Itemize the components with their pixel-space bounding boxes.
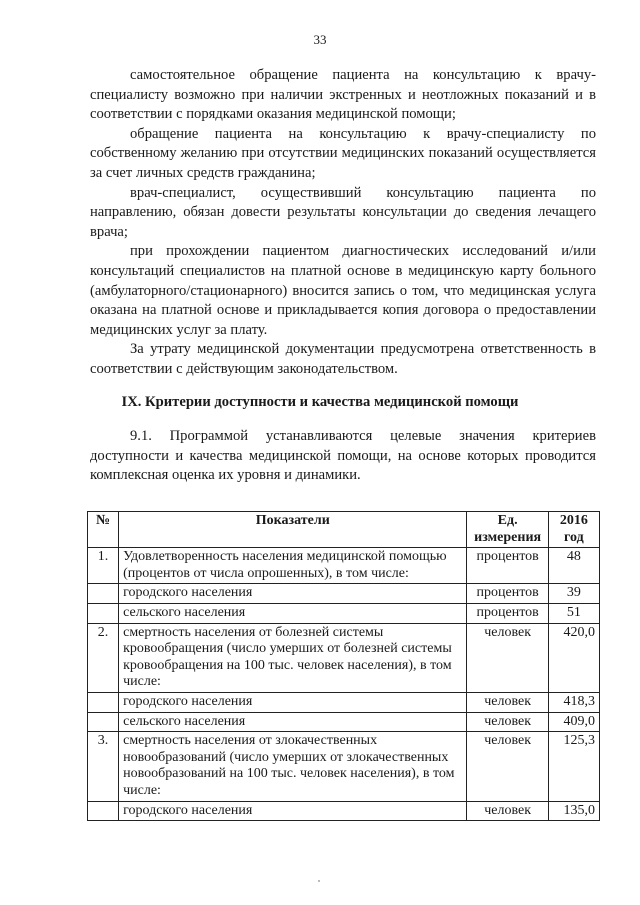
row-indicator: смертность населения от болезней системы кровообращения (число умерших от болезней системы кровообращения на 100 тыс. человек населения), в том числе:: [119, 623, 467, 692]
paragraph: врач-специалист, осуществивший консультацию пациента по направлению, обязан довести результаты консультации до сведения лечащего врача;: [90, 184, 596, 240]
row-value: 418,3: [548, 692, 599, 712]
scan-dot: [318, 880, 320, 882]
table-row: [88, 623, 600, 692]
paragraph: За утрату медицинской документации предусмотрена ответственность в соответствии с действующим законодательством.: [90, 341, 596, 377]
row-num: [88, 712, 119, 732]
row-value: 125,3: [548, 732, 599, 801]
header-year: 2016 год: [548, 512, 599, 548]
row-indicator: сельского населения: [119, 603, 467, 623]
table-row: [88, 712, 600, 732]
row-value: 48: [548, 548, 599, 584]
table-row: [88, 603, 600, 623]
paragraph: обращение пациента на консультацию к врачу-специалисту по собственному желанию при отсутствии медицинских показаний осуществляется за счет личных средств гражданина;: [90, 125, 596, 181]
paragraph: при прохождении пациентом диагностических исследований и/или консультаций специалистов на платной основе в медицинскую карту больного (амбулаторного/стационарного) вносится запись о том, что медицинская услуга оказана на платной основе и прикладывается копия договора о предоставлении медицинских услуг за плату.: [90, 243, 596, 338]
body-text: [90, 66, 596, 380]
row-value: 420,0: [548, 623, 599, 692]
row-indicator: городского населения: [119, 584, 467, 604]
header-indicator: Показатели: [119, 512, 467, 548]
row-num: [88, 801, 119, 821]
table-row: [88, 584, 600, 604]
row-unit: процентов: [467, 603, 548, 623]
table-row: [88, 548, 600, 584]
row-value: 39: [548, 584, 599, 604]
row-indicator: смертность населения от злокачественных новообразований (число умерших от злокачественных новообразований на 100 тыс. человек населения), в том числе:: [119, 732, 467, 801]
row-num: [88, 603, 119, 623]
page-number: 33: [313, 32, 327, 47]
row-value: 135,0: [548, 801, 599, 821]
section-heading: IX. Критерии доступности и качества медицинской помощи: [121, 394, 519, 410]
row-unit: процентов: [467, 584, 548, 604]
row-num: [88, 584, 119, 604]
header-num: №: [88, 512, 119, 548]
row-unit: процентов: [467, 548, 548, 584]
table-row: [88, 732, 600, 801]
row-value: 409,0: [548, 712, 599, 732]
header-unit: Ед. измерения: [467, 512, 548, 548]
table-header-row: [88, 512, 600, 548]
row-num: 2.: [88, 623, 119, 692]
row-unit: человек: [467, 732, 548, 801]
row-unit: человек: [467, 712, 548, 732]
row-indicator: сельского населения: [119, 712, 467, 732]
row-indicator: городского населения: [119, 801, 467, 821]
row-indicator: Удовлетворенность населения медицинской помощью (процентов от числа опрошенных), в том числе:: [119, 548, 467, 584]
row-num: [88, 692, 119, 712]
table-row: [88, 801, 600, 821]
row-value: 51: [548, 603, 599, 623]
table-row: [88, 692, 600, 712]
row-unit: человек: [467, 623, 548, 692]
row-num: 1.: [88, 548, 119, 584]
criteria-table: [87, 511, 600, 821]
row-num: 3.: [88, 732, 119, 801]
row-unit: человек: [467, 801, 548, 821]
row-unit: человек: [467, 692, 548, 712]
paragraph: самостоятельное обращение пациента на консультацию к врачу-специалисту возможно при наличии экстренных и неотложных показаний и в соответствии с порядками оказания медицинской помощи;: [90, 67, 596, 123]
row-indicator: городского населения: [119, 692, 467, 712]
intro-paragraph: 9.1. Программой устанавливаются целевые значения критериев доступности и качества медицинской помощи, на основе которых проводится комплексная оценка их уровня и динамики.: [90, 428, 596, 484]
intro-text: [90, 427, 596, 486]
